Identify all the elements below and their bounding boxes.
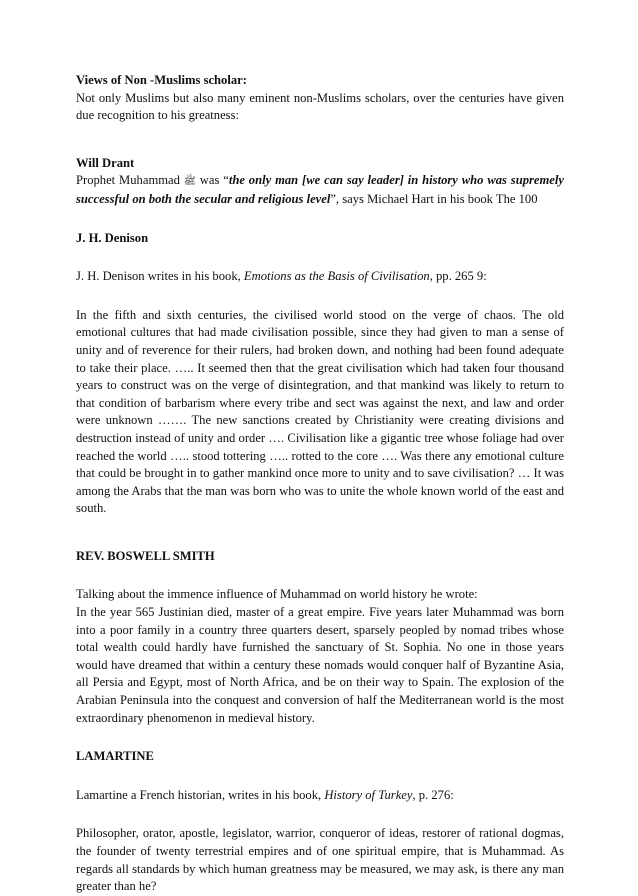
lamartine-body: Philosopher, orator, apostle, legislator, warrior, conqueror of ideas, restorer of rational dogmas, the founder of twenty terrestrial empires and of one spiritual empire, that is Muhammad. As regards all standards by which human greatness may be measured, we may ask, is there any man greater than he?	[76, 826, 564, 894]
will-drant-paragraph	[76, 172, 564, 208]
will-drant-heading: Will Drant	[76, 155, 135, 170]
denison-intro-pre: J. H. Denison writes in his book,	[76, 269, 244, 284]
document-page	[76, 72, 564, 896]
lamartine-intro-post: , p. 276:	[412, 787, 454, 802]
pbuh-glyph: ﷺ	[183, 176, 196, 188]
views-intro-paragraph: Not only Muslims but also many eminent non-Muslims scholars, over the centuries have given due recognition to his greatness:	[76, 90, 564, 123]
boswell-smith-body: In the year 565 Justinian died, master of a great empire. Five years later Muhammad was born into a poor family in a country three quarters desert, sparsely peopled by nomad tribes whose total wealth could hardly have furnished the sanctuary of St. Sophia. No one in those years would have dreamed that within a century these nomads would conquer half of Byzantine Asia, all Persia and Egypt, most of North Africa, and be on their way to Spain. The explosion of the Arabian Peninsula into the conquest and conversion of half the Mediterranean world is the most extraordinary phenomenon in medieval history.	[76, 605, 564, 725]
lamartine-intro	[76, 787, 564, 805]
views-heading: Views of Non -Muslims scholar:	[76, 73, 247, 87]
will-drant-quote: the only man [we can say leader] in history who was supremely successful on both the secular and religious level	[76, 173, 564, 206]
denison-heading: J. H. Denison	[76, 230, 149, 245]
denison-body: In the fifth and sixth centuries, the civilised world stood on the verge of chaos. The old emotional cultures that had made civilisation possible, since they had given to man a sense of unity and of reverence for their rulers, had broken down, and nothing had been found adequate to take their place. ….. It seemed then that the great civilisation which had taken four thousand years to construct was on the verge of disintegration, and that mankind was likely to return to that condition of barbarism where every tribe and sect was against the next, and law and order were unknown ……. The new sanctions created by Christianity were creating divisions and destruction instead of unity and order …. Civilisation like a gigantic tree whose foliage had over reached the world ….. stood tottering ….. rotted to the core …. Was there any emotional culture that could be brought in to gather mankind once more to unity and to save civilisation? … It was among the Arabs that the man was born who was to unite the whole known world of the east and south.	[76, 307, 564, 516]
will-drant-mid: was “	[195, 173, 229, 188]
boswell-smith-intro: Talking about the immence influence of Muhammad on world history he wrote:	[76, 587, 478, 602]
denison-book-title: Emotions as the Basis of Civilisation	[243, 269, 430, 284]
lamartine-intro-pre: Lamartine a French historian, writes in his book,	[76, 787, 325, 802]
denison-intro-post: , pp. 265 9:	[429, 269, 487, 284]
boswell-smith-heading: REV. BOSWELL SMITH	[76, 548, 215, 563]
will-drant-pre: Prophet Muhammad	[76, 173, 184, 188]
lamartine-book-title: History of Turkey	[324, 787, 413, 802]
denison-intro	[76, 268, 564, 286]
lamartine-heading: LAMARTINE	[76, 749, 154, 764]
will-drant-post: ”, says Michael Hart in his book The 100	[330, 191, 538, 206]
